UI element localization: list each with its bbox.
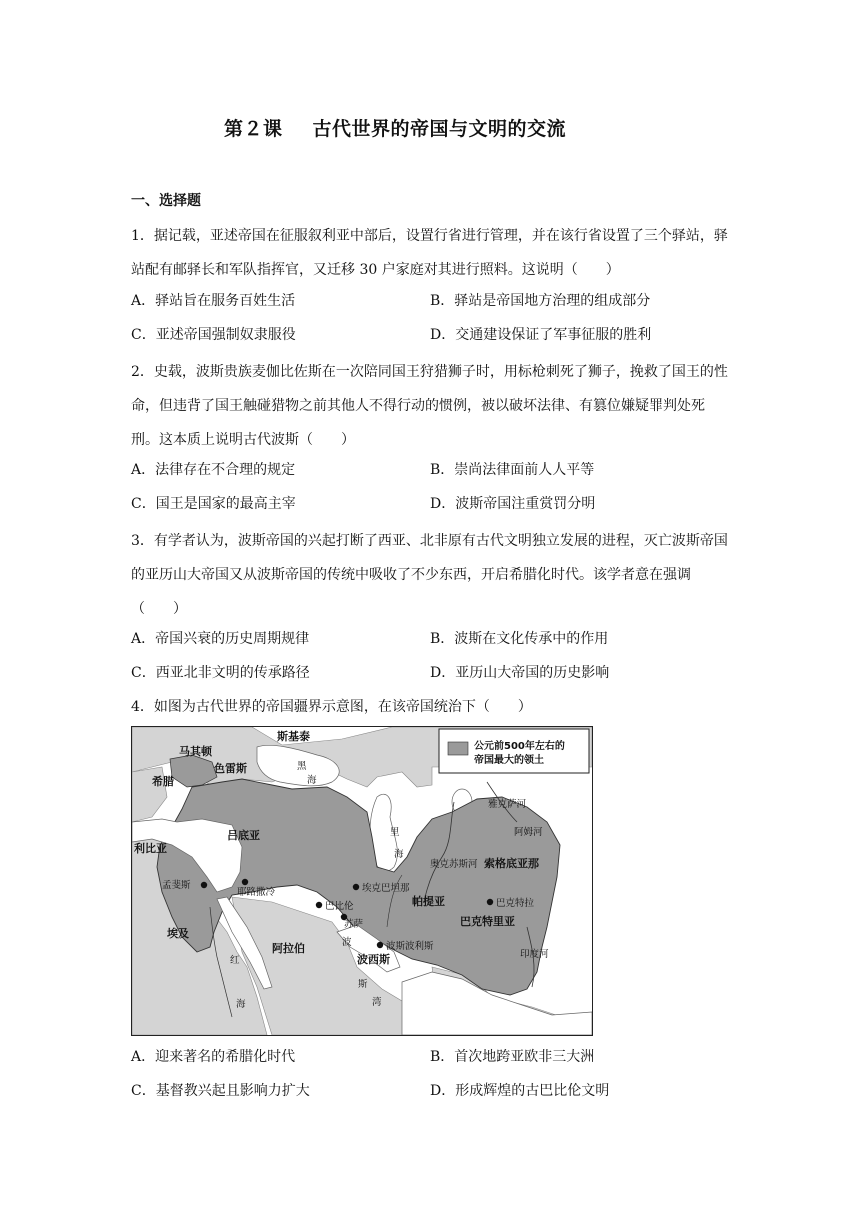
question-1-stem: 1．据记载，亚述帝国在征服叙利亚中部后，设置行省进行管理，并在该行省设置了三个驿站，驿站配有邮驿长和军队指挥官，又迁移 30 户家庭对其进行照料。这说明（ ） bbox=[131, 228, 728, 278]
sea-gulf-1: 波 bbox=[342, 937, 352, 948]
region-macedon: 马其顿 bbox=[179, 745, 212, 758]
region-egypt: 埃及 bbox=[167, 927, 189, 940]
river-oxus: 奥克苏斯河 bbox=[430, 859, 478, 870]
q4-option-b[interactable]: B．首次地跨亚欧非三大洲 bbox=[430, 1049, 595, 1065]
legend-line-1: 公元前500年左右的 bbox=[474, 741, 565, 752]
river-jaxartes: 雅克萨河 bbox=[488, 799, 527, 810]
city-ecbatana: 埃克巴坦那 bbox=[362, 883, 410, 894]
sea-black-1: 黑 bbox=[297, 761, 307, 772]
q3-option-d[interactable]: D．亚历山大帝国的历史影响 bbox=[430, 665, 610, 681]
sea-gulf-2: 斯 bbox=[358, 979, 368, 990]
sea-red-2: 海 bbox=[236, 999, 246, 1010]
sea-red-1: 红 bbox=[230, 955, 240, 966]
river-amu: 阿姆河 bbox=[514, 827, 543, 838]
q3-option-c[interactable]: C．西亚北非文明的传承路径 bbox=[131, 665, 310, 681]
q1-option-c[interactable]: C．亚述帝国强制奴隶服役 bbox=[131, 327, 296, 343]
q4-option-d[interactable]: D．形成辉煌的古巴比伦文明 bbox=[430, 1083, 610, 1099]
page-title bbox=[0, 114, 790, 141]
sea-caspian-2: 海 bbox=[394, 849, 404, 860]
region-thrace: 色雷斯 bbox=[214, 762, 247, 775]
empire-map bbox=[131, 726, 593, 1036]
sea-caspian-1: 里 bbox=[390, 827, 400, 838]
region-persis: 波西斯 bbox=[357, 953, 390, 966]
city-memphis: 孟斐斯 bbox=[162, 880, 191, 891]
region-sogdiana: 索格底亚那 bbox=[484, 857, 539, 870]
legend-line-2: 帝国最大的领土 bbox=[474, 755, 544, 766]
city-susa: 苏萨 bbox=[344, 919, 364, 930]
question-2-stem: 2．史载，波斯贵族麦伽比佐斯在一次陪同国王狩猎狮子时，用标枪刺死了狮子，挽救了国王的性命，但违背了国王触碰猎物之前其他人不得行动的惯例，被以破坏法律、有篡位嫌疑罪判处死刑。这本质上说明古代波斯（ ） bbox=[131, 364, 728, 448]
sea-black-2: 海 bbox=[307, 775, 317, 786]
region-bactria: 巴克特里亚 bbox=[460, 915, 515, 928]
region-libya: 利比亚 bbox=[134, 842, 167, 855]
region-lydia: 吕底亚 bbox=[227, 829, 260, 842]
q4-option-a[interactable]: A．迎来著名的希腊化时代 bbox=[131, 1049, 296, 1065]
q2-option-a[interactable]: A．法律存在不合理的规定 bbox=[131, 462, 296, 478]
city-babylon: 巴比伦 bbox=[325, 901, 354, 912]
lesson-title: 古代世界的帝国与文明的交流 bbox=[312, 118, 567, 140]
section-heading: 一、选择题 bbox=[131, 193, 201, 209]
region-parthia: 帕提亚 bbox=[412, 895, 445, 908]
q2-option-c[interactable]: C．国王是国家的最高主宰 bbox=[131, 496, 296, 512]
q1-option-d[interactable]: D．交通建设保证了军事征服的胜利 bbox=[430, 327, 652, 343]
city-persepolis: 波斯波利斯 bbox=[386, 941, 434, 952]
q3-option-a[interactable]: A．帝国兴衰的历史周期规律 bbox=[131, 631, 310, 647]
q2-option-b[interactable]: B．崇尚法律面前人人平等 bbox=[430, 462, 595, 478]
question-3-stem: 3．有学者认为，波斯帝国的兴起打断了西亚、北非原有古代文明独立发展的进程，灭亡波斯帝国的亚历山大帝国又从波斯帝国的传统中吸收了不少东西，开启希腊化时代。该学者意在强调（ ） bbox=[131, 533, 728, 617]
river-indus: 印度河 bbox=[520, 949, 549, 960]
q2-option-d[interactable]: D．波斯帝国注重赏罚分明 bbox=[430, 496, 596, 512]
lesson-number: 第２课 bbox=[223, 118, 283, 140]
question-4-stem: 4．如图为古代世界的帝国疆界示意图，在该帝国统治下（ ） bbox=[131, 699, 532, 715]
q1-option-b[interactable]: B．驿站是帝国地方治理的组成部分 bbox=[430, 293, 651, 309]
q3-option-b[interactable]: B．波斯在文化传承中的作用 bbox=[430, 631, 609, 647]
q4-option-c[interactable]: C．基督教兴起且影响力扩大 bbox=[131, 1083, 310, 1099]
sea-gulf-3: 湾 bbox=[372, 997, 382, 1008]
city-bactra: 巴克特拉 bbox=[496, 898, 535, 909]
empire-map-svg bbox=[132, 727, 592, 1035]
q1-option-a[interactable]: A．驿站旨在服务百姓生活 bbox=[131, 293, 296, 309]
region-scythia: 斯基泰 bbox=[277, 730, 310, 743]
city-jerusalem: 耶路撒冷 bbox=[237, 887, 276, 898]
region-greece: 希腊 bbox=[152, 775, 174, 788]
region-arabia: 阿拉伯 bbox=[272, 942, 305, 955]
